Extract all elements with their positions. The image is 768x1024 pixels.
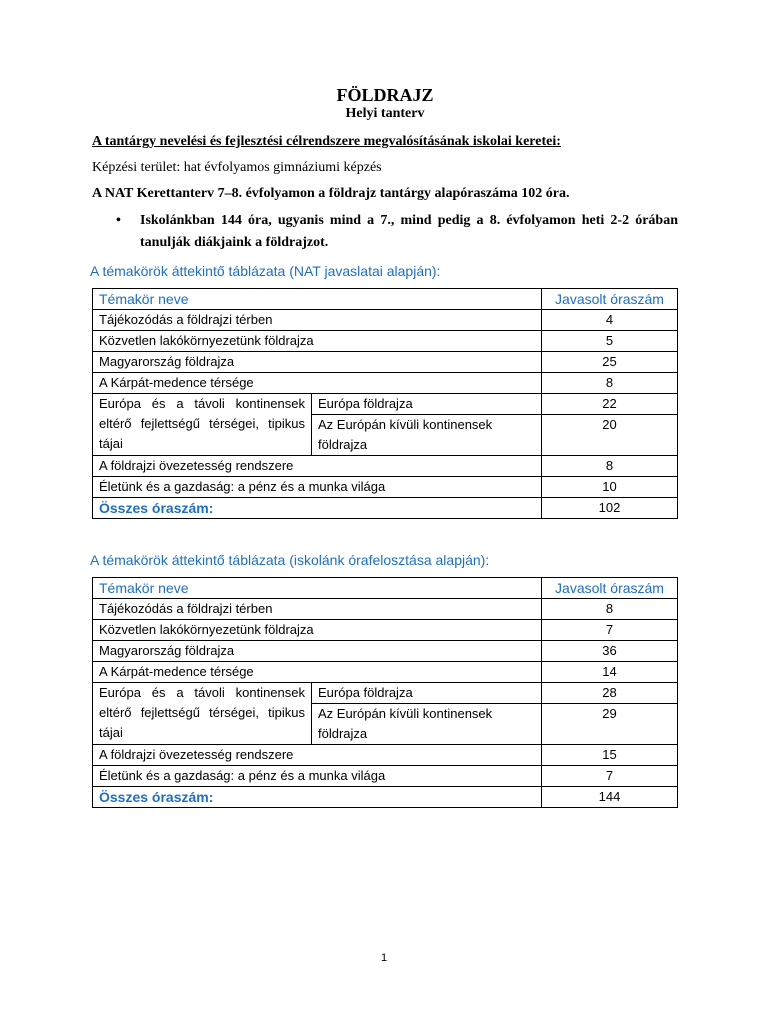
- topic-name: A Kárpát-medence térsége: [93, 662, 542, 683]
- table-row: [93, 620, 678, 641]
- col-header-hours: Javasolt óraszám: [542, 289, 678, 310]
- col-header-hours: Javasolt óraszám: [542, 578, 678, 599]
- table-row: [93, 456, 678, 477]
- document-title: FÖLDRAJZ: [336, 85, 434, 105]
- table-school: [92, 577, 678, 808]
- topic-name: Tájékozódás a földrajzi térben: [93, 599, 542, 620]
- table-row: [93, 599, 678, 620]
- topic-hours: 8: [542, 599, 678, 620]
- subtopic-name: Az Európán kívüli kontinensek földrajza: [312, 704, 542, 745]
- topic-name: A földrajzi övezetesség rendszere: [93, 745, 542, 766]
- topic-hours: 15: [542, 745, 678, 766]
- col-header-name: Témakör neve: [93, 578, 542, 599]
- subtopic-name: Európa földrajza: [312, 394, 542, 415]
- table-row: [93, 477, 678, 498]
- table-row: [93, 641, 678, 662]
- nat-hours-text: A NAT Kerettanterv 7–8. évfolyamon a földrajz tantárgy alapóraszáma 102 óra.: [92, 186, 570, 201]
- topic-hours: 8: [542, 456, 678, 477]
- topic-hours: 7: [542, 766, 678, 787]
- table-row: [93, 310, 678, 331]
- table-row: [93, 373, 678, 394]
- topic-name: Életünk és a gazdaság: a pénz és a munka világa: [93, 477, 542, 498]
- table-nat: [92, 288, 678, 519]
- bullet-item: [92, 210, 678, 254]
- topic-name: A földrajzi övezetesség rendszere: [93, 456, 542, 477]
- total-hours: 144: [542, 787, 678, 808]
- table2-heading: A témakörök áttekintő táblázata (iskolánk órafelosztása alapján):: [90, 552, 490, 568]
- table-row: [93, 766, 678, 787]
- topic-hours: 4: [542, 310, 678, 331]
- topic-name: Életünk és a gazdaság: a pénz és a munka világa: [93, 766, 542, 787]
- topic-group-name: Európa és a távoli kontinensek eltérő fejlettségű térségei, tipikus tájai: [93, 683, 312, 745]
- table1-heading: A témakörök áttekintő táblázata (NAT javaslatai alapján):: [90, 263, 441, 279]
- topic-name: Magyarország földrajza: [93, 352, 542, 373]
- subtopic-hours: 20: [542, 415, 678, 456]
- table-row: [93, 745, 678, 766]
- subtopic-hours: 28: [542, 683, 678, 704]
- topic-hours: 7: [542, 620, 678, 641]
- total-label: Összes óraszám:: [93, 787, 542, 808]
- table-row: [93, 394, 678, 415]
- document-subtitle: Helyi tanterv: [345, 106, 425, 121]
- subtopic-hours: 29: [542, 704, 678, 745]
- table-row: [93, 331, 678, 352]
- page-number: 1: [380, 952, 388, 964]
- bullet-icon: •: [116, 213, 121, 228]
- col-header-name: Témakör neve: [93, 289, 542, 310]
- subtopic-hours: 22: [542, 394, 678, 415]
- total-hours: 102: [542, 498, 678, 519]
- subtopic-name: Az Európán kívüli kontinensek földrajza: [312, 415, 542, 456]
- topic-name: Közvetlen lakókörnyezetünk földrajza: [93, 620, 542, 641]
- table-header-row: [93, 578, 678, 599]
- subtopic-name: Európa földrajza: [312, 683, 542, 704]
- topic-name: Közvetlen lakókörnyezetünk földrajza: [93, 331, 542, 352]
- topic-name: A Kárpát-medence térsége: [93, 373, 542, 394]
- bullet-text: Iskolánkban 144 óra, ugyanis mind a 7., mind pedig a 8. évfolyamon heti 2-2 órában tanulják diákjaink a földrajzot.: [140, 213, 678, 250]
- table-header-row: [93, 289, 678, 310]
- training-area-text: Képzési terület: hat évfolyamos gimnáziumi képzés: [92, 160, 382, 175]
- total-label: Összes óraszám:: [93, 498, 542, 519]
- topic-hours: 14: [542, 662, 678, 683]
- table-row: [93, 683, 678, 704]
- topic-name: Magyarország földrajza: [93, 641, 542, 662]
- topic-group-name: Európa és a távoli kontinensek eltérő fejlettségű térségei, tipikus tájai: [93, 394, 312, 456]
- table-row: [93, 352, 678, 373]
- topic-hours: 36: [542, 641, 678, 662]
- topic-hours: 8: [542, 373, 678, 394]
- section-heading: A tantárgy nevelési és fejlesztési célrendszere megvalósításának iskolai keretei:: [92, 134, 561, 149]
- topic-hours: 10: [542, 477, 678, 498]
- topic-hours: 5: [542, 331, 678, 352]
- table-total-row: [93, 787, 678, 808]
- table-row: [93, 662, 678, 683]
- table-total-row: [93, 498, 678, 519]
- topic-name: Tájékozódás a földrajzi térben: [93, 310, 542, 331]
- topic-hours: 25: [542, 352, 678, 373]
- document-page: [92, 84, 678, 808]
